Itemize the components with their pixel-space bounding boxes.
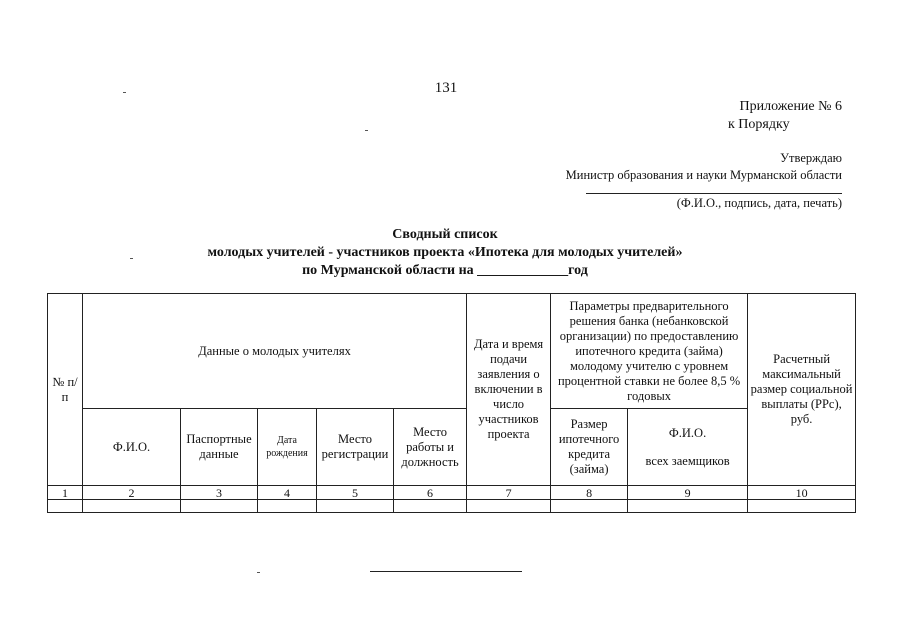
column-number: 8 (551, 486, 628, 500)
appendix-number: Приложение № 6 (739, 99, 842, 114)
title-line-2: молодых учителей - участников проекта «Ипотека для молодых учителей» (207, 245, 683, 260)
header-teachers-data: Данные о молодых учителях (83, 294, 467, 409)
approval-block (520, 150, 842, 184)
scan-speck (130, 258, 133, 259)
header-application-date: Дата и время подачи заявления о включении в число участников проекта (467, 294, 551, 486)
column-number-row (48, 486, 856, 500)
header-fio: Ф.И.О. (83, 409, 181, 486)
document-title (120, 226, 770, 280)
column-number: 3 (181, 486, 258, 500)
header-passport: Паспортные данные (181, 409, 258, 486)
appendix-block (700, 98, 842, 134)
minister-title: Министр образования и науки Мурманской области (565, 168, 842, 182)
scan-speck (365, 130, 368, 131)
header-social-payment: Расчетный максимальный размер социальной выплаты (РРс), руб. (748, 294, 856, 486)
column-number: 10 (748, 486, 856, 500)
column-number: 1 (48, 486, 83, 500)
signature-caption: (Ф.И.О., подпись, дата, печать) (676, 196, 842, 210)
title-line-3: по Мурманской области на _____________год (302, 263, 588, 278)
header-loan-size: Размер ипотечного кредита (займа) (551, 409, 628, 486)
title-line-1: Сводный список (392, 227, 498, 242)
header-borrowers-fio: Ф.И.О. (668, 425, 707, 440)
column-number: 5 (317, 486, 394, 500)
header-row-number: № п/п (48, 294, 83, 486)
column-number: 4 (258, 486, 317, 500)
summary-table (47, 293, 856, 513)
footer-line (370, 571, 522, 572)
column-number: 6 (394, 486, 467, 500)
scan-speck (257, 572, 260, 573)
header-registration: Место регистрации (317, 409, 394, 486)
page-number: 131 (434, 80, 458, 96)
signature-line (586, 193, 842, 194)
header-bank-parameters: Параметры предварительного решения банка (небанковской организации) по предоставлению ипотечного кредита (займа) молодому учителю с уровнем процентной ставки не более 8,5 % годовых (551, 294, 748, 409)
appendix-reference: к Порядку (728, 117, 790, 132)
column-number: 2 (83, 486, 181, 500)
header-borrowers-all: всех заемщиков (645, 453, 730, 468)
scan-speck (123, 92, 126, 93)
approve-label: Утверждаю (780, 151, 842, 165)
header-birth-date: Дата рождения (258, 409, 317, 486)
header-borrowers (628, 409, 748, 486)
column-number: 7 (467, 486, 551, 500)
table-row (48, 500, 856, 513)
header-work-position: Место работы и должность (394, 409, 467, 486)
column-number: 9 (628, 486, 748, 500)
